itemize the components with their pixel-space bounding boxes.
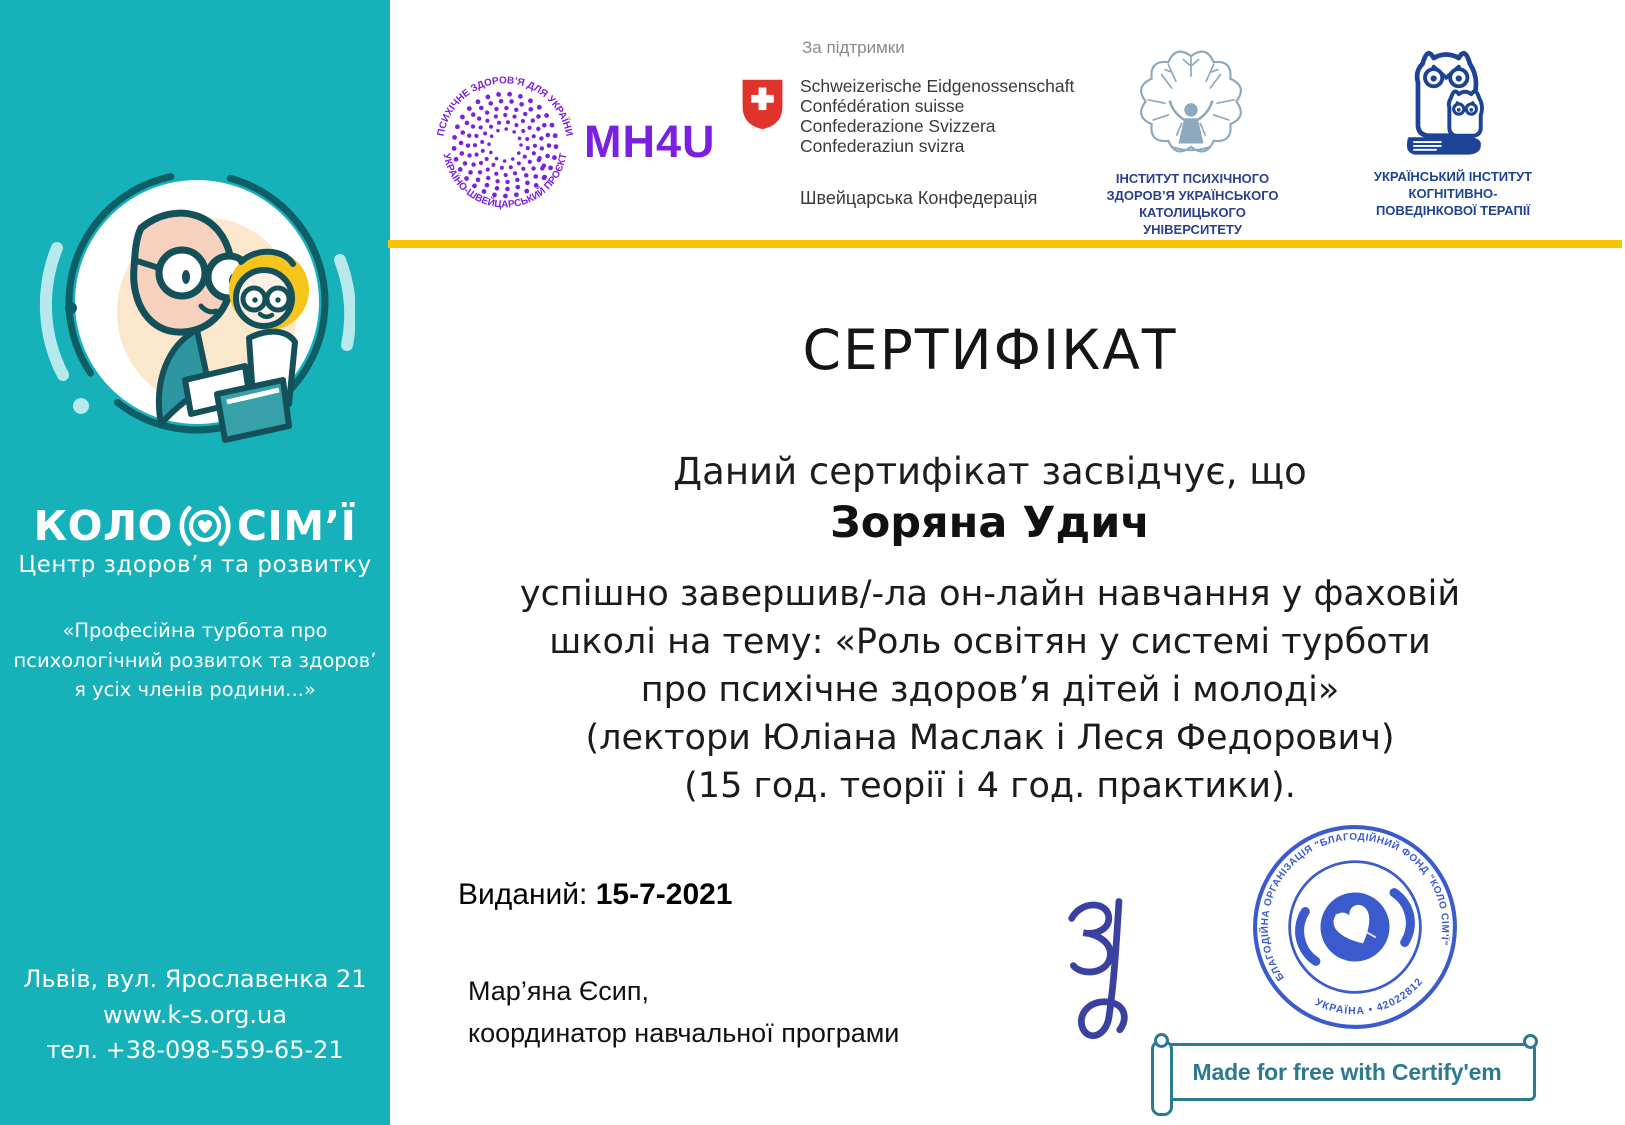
scroll-roll: [1151, 1040, 1173, 1116]
phone-line: тел. +38-098-559-65-21: [46, 1036, 344, 1064]
certificate-body: [390, 570, 1590, 810]
handwritten-signature: [1030, 893, 1142, 1045]
mission-quote: [10, 616, 380, 705]
svg-text:УКРАЇНА • 42022812: [1312, 975, 1430, 1028]
scroll-curl-left: [1154, 1033, 1169, 1048]
swiss-line: Confederaziun svizra: [800, 136, 965, 156]
logo-text-left: КОЛО: [33, 502, 173, 550]
mh4u-ring-text-top: ПСИХІЧНЕ ЗДОРОВ’Я ДЛЯ УКРАЇНИ: [435, 75, 575, 138]
body-line: (15 год. теорії і 4 год. практики).: [684, 766, 1296, 806]
ucu-line: УНІВЕРСИТЕТУ: [1143, 222, 1242, 237]
issued-date: 15-7-2021: [595, 878, 733, 911]
address-line: Львів, вул. Ярославенка 21: [23, 965, 367, 993]
body-line: успішно завершив/-ла он-лайн навчання у фаховій: [519, 574, 1461, 614]
stamp-ring-text-bottom: УКРАЇНА • 42022812: [1313, 975, 1426, 1018]
body-line: (лектори Юліана Маслак і Леся Федорович): [585, 718, 1395, 758]
kolo-simyi-logo: [0, 498, 390, 554]
heart-in-circle-icon: [177, 498, 233, 554]
owls-on-book-icon: [1396, 38, 1498, 166]
certifyem-badge[interactable]: [1158, 1043, 1536, 1101]
scroll-curl-right: [1523, 1034, 1538, 1049]
ucu-institute-name: [1090, 170, 1295, 238]
body-line: школі на тему: «Роль освітян у системі турботи: [549, 622, 1431, 662]
uicbt-institute-name: [1348, 168, 1558, 219]
uicbt-line: УКРАЇНСЬКИЙ ІНСТИТУТ: [1373, 169, 1533, 184]
swiss-confederation-names: [800, 76, 1074, 156]
ucu-line: ІНСТИТУТ ПСИХІЧНОГО: [1115, 171, 1270, 186]
quote-line: психологічний розвиток та здоров’: [13, 648, 377, 672]
signer-role: координатор навчальної програми: [468, 1018, 900, 1048]
signer-block: [468, 970, 899, 1054]
stamp-ring-text-top: БЛАГОДІЙНА ОРГАНІЗАЦІЯ "БЛАГОДІЙНИЙ ФОНД "КОЛО СІМ'Ї": [1259, 831, 1451, 983]
support-label: За підтримки: [802, 38, 905, 57]
recipient-name: Зоряна Удич: [830, 498, 1150, 548]
mh4u-ring-text-bottom: УКРАЇНО-ШВЕЙЦАРСЬКИЙ ПРОЄКТ: [440, 152, 570, 211]
header-divider: [388, 240, 1622, 248]
swiss-flag-icon: [740, 75, 785, 133]
quote-line: я усіх членів родини...»: [74, 678, 316, 701]
mh4u-rosette-icon: [430, 70, 580, 220]
ucu-brain-tree-icon: [1128, 40, 1254, 168]
sidebar: [0, 0, 390, 1125]
swiss-line: Schweizerische Eidgenossenschaft: [800, 76, 1075, 96]
badge-label: Made for free with Certify'em: [1192, 1058, 1502, 1085]
certificate-title: СЕРТИФІКАТ: [802, 318, 1178, 382]
ucu-line: ЗДОРОВ’Я УКРАЇНСЬКОГО: [1106, 188, 1279, 203]
uicbt-line: КОГНІТИВНО-: [1408, 186, 1498, 201]
contact-block: [0, 962, 390, 1069]
organization-stamp: [1246, 818, 1464, 1036]
family-reading-illustration: [35, 140, 355, 460]
website-line: www.k-s.org.ua: [103, 1000, 287, 1029]
swiss-line: Confédération suisse: [800, 96, 965, 116]
body-line: про психічне здоров’я дітей і молоді»: [640, 670, 1340, 710]
swiss-line: Confederazione Svizzera: [800, 116, 996, 136]
issued-line: [458, 878, 733, 912]
uicbt-line: ПОВЕДІНКОВОЇ ТЕРАПІЇ: [1375, 203, 1531, 218]
certificate-intro: Даний сертифікат засвідчує, що: [673, 450, 1307, 493]
ucu-line: КАТОЛИЦЬКОГО: [1139, 205, 1246, 220]
signer-name: Мар’яна Єсип,: [468, 976, 649, 1006]
quote-line: «Професійна турбота про: [62, 619, 328, 642]
center-tagline: Центр здоров’я та розвитку: [18, 552, 372, 578]
mh4u-wordmark: MH4U: [584, 116, 716, 167]
logo-text-right: СІМ’Ї: [236, 502, 357, 550]
issued-label: Виданий:: [458, 878, 588, 911]
swiss-ukrainian-name: Швейцарська Конфедерація: [800, 188, 1038, 208]
